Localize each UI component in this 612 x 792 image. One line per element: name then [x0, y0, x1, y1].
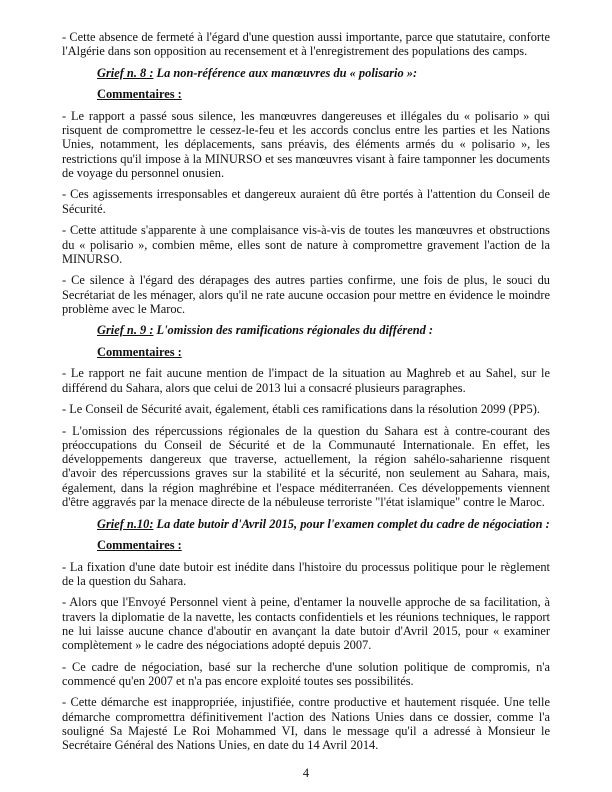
grief-8-heading: [97, 66, 550, 80]
grief-title: L'omission des ramifications régionales du différend :: [153, 323, 434, 338]
intro-paragraph: - Cette absence de fermeté à l'égard d'une question aussi importante, parce que statutaire, conforte l'Algérie dans son opposition au recensement et à l'enregistrement des populations des camps.: [62, 30, 550, 59]
comments-label: Commentaires :: [97, 87, 182, 102]
comments-label: Commentaires :: [97, 538, 182, 553]
paragraph: - Le rapport a passé sous silence, les manœuvres dangereuses et illégales du « polisario » qui risquent de compromettre le cessez-le-feu et les accords conclus entre les parties et les Nations Unies, notamment, les déplacements, sans préavis, des éléments armés du « polisario », les restrictions qu'il impose à la MINURSO et ses manœuvres visant à faire tamponner les documents de voyage du personnel onusien.: [62, 108, 550, 180]
grief-title: La date butoir d'Avril 2015, pour l'examen complet du cadre de négociation :: [153, 516, 550, 531]
paragraph: - L'omission des répercussions régionales de la question du Sahara est à contre-courant des préoccupations du Conseil de Sécurité et de la Communauté Internationale. En effet, les développements dangereux que traverse, actuellement, la région sahélo-saharienne risquent d'avoir des répercussions graves sur la stabilité et la sécurité, non seulement au Sahara, mais, également, dans la région maghrébine et l'espace méditerranéen. Ces développements viennent d'être aggravés par la menace directe de la nébuleuse terroriste "l'état islamique" contre le Maroc.: [62, 423, 550, 510]
page-number: 4: [302, 766, 310, 780]
comments-label: Commentaires :: [97, 344, 182, 359]
paragraph: - Cette démarche est inappropriée, injustifiée, contre productive et hautement risquée. Une telle démarche compromettra définitivement l'action des Nations Unies dans ce dossier, comme l'a souligné Sa Majesté Le Roi Mohammed VI, dans le message qu'il a adressé à Monsieur le Secrétaire Général des Nations Unies, en date du 14 Avril 2014.: [62, 695, 550, 753]
grief-10-heading: [97, 517, 550, 531]
paragraph: - Le Conseil de Sécurité avait, également, établi ces ramifications dans la résolution 2099 (PP5).: [62, 402, 540, 417]
paragraph: - Ces agissements irresponsables et dangereux auraient dû être portés à l'attention du Conseil de Sécurité.: [62, 187, 550, 216]
paragraph: - Le rapport ne fait aucune mention de l'impact de la situation au Maghreb et au Sahel, sur le différend du Sahara, alors que celui de 2013 lui a consacré plusieurs paragraphes.: [62, 366, 550, 395]
document-body: [62, 30, 550, 760]
paragraph: - La fixation d'une date butoir est inédite dans l'histoire du processus politique pour le règlement de la question du Sahara.: [62, 559, 550, 588]
paragraph: - Ce silence à l'égard des dérapages des autres parties confirme, une fois de plus, le souci du Secrétariat de les ménager, alors qu'il ne rate aucune occasion pour mettre en évidence le moindre problème avec le Maroc.: [62, 273, 550, 316]
paragraph: - Ce cadre de négociation, basé sur la recherche d'une solution politique de compromis, n'a commencé qu'en 2007 et n'a pas encore exploité toutes ses possibilités.: [62, 659, 550, 688]
grief-number: Grief n. 9 :: [97, 323, 154, 338]
grief-title: La non-référence aux manœuvres du « polisario »:: [153, 65, 418, 80]
grief-9-heading: [97, 323, 550, 337]
grief-number: Grief n. 8 :: [97, 65, 154, 80]
paragraph: - Alors que l'Envoyé Personnel vient à peine, d'entamer la nouvelle approche de sa facilitation, à travers la diplomatie de la navette, les contacts confidentiels et les réunions techniques, le rapport ne lui laisse aucune chance d'aboutir en avançant la date butoir d'Avril 2015, pour « examiner complètement » le cadre des négociations adopté depuis 2007.: [62, 595, 550, 653]
grief-number: Grief n.10:: [97, 516, 154, 531]
paragraph: - Cette attitude s'apparente à une complaisance vis-à-vis de toutes les manœuvres et obstructions du « polisario », combien même, elles sont de nature à compromettre gravement l'action de la MINURSO.: [62, 223, 550, 266]
